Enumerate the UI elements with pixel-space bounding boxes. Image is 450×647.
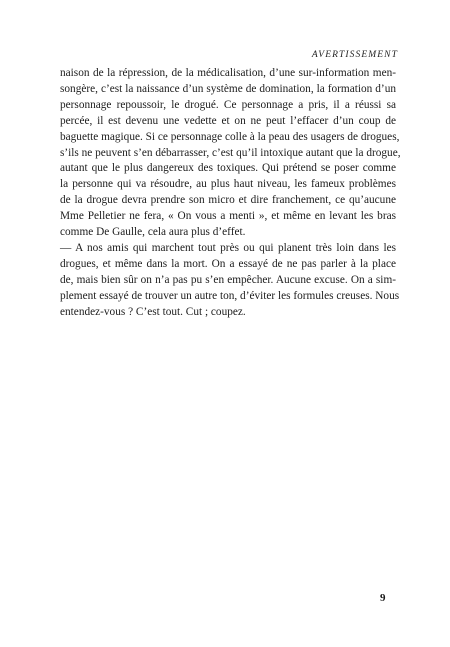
- text-line: percée, il est devenu une vedette et on ne peut l’effacer d’un coup de: [60, 114, 396, 127]
- text-line: plement essayé de trouver un autre ton, d’éviter les formules creuses. Nous: [60, 289, 400, 302]
- body-text: [60, 66, 401, 321]
- text-line: s’ils ne peuvent s’en débarrasser, c’est qu’il intoxique autant que la drogue,: [60, 146, 401, 159]
- text-line: — A nos amis qui marchent tout près ou qui planent très loin dans les: [60, 241, 396, 254]
- text-line: songère, c’est la naissance d’un système de domination, la formation d’un: [60, 82, 396, 95]
- text-line: de la drogue devra prendre son micro et dire franchement, ce qu’aucune: [60, 194, 396, 207]
- text-line: de, mais bien sûr on n’a pas pu s’en empêcher. Aucune excuse. On a sim-: [60, 273, 396, 286]
- text-line: naison de la répression, de la médicalisation, d’une sur-information men-: [60, 67, 396, 79]
- text-line: Mme Pelletier ne fera, « On vous a menti », et même en levant les bras: [60, 210, 396, 223]
- text-line: comme De Gaulle, cela aura plus d’effet.: [60, 226, 246, 239]
- text-line: personnage repoussoir, le drogué. Ce personnage a pris, il a réussi sa: [60, 98, 396, 111]
- text-line: autant que le plus dangereux des toxiques. Qui prétend se poser comme: [60, 162, 396, 175]
- running-head: AVERTISSEMENT: [311, 50, 398, 60]
- text-line: entendez-vous ? C’est tout. Cut ; coupez.: [60, 305, 246, 318]
- text-line: drogues, et même dans la mort. On a essayé de ne pas parler à la place: [60, 257, 396, 270]
- text-line: la personne qui va résoudre, au plus haut niveau, les fameux problèmes: [60, 178, 396, 191]
- text-line: baguette magique. Si ce personnage colle à la peau des usagers de drogues,: [60, 130, 400, 143]
- page-number: 9: [380, 592, 386, 604]
